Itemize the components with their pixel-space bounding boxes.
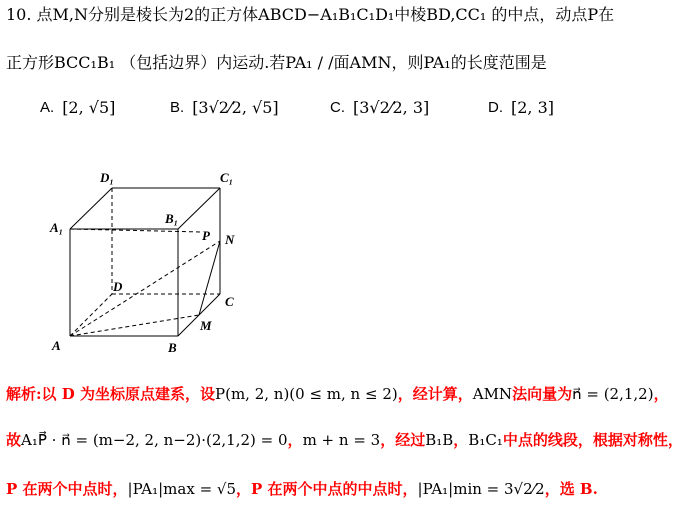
label-c: C xyxy=(225,294,234,309)
question-line-1: 10. 点M,N分别是棱长为2的正方体ABCD−A₁B₁C₁D₁中棱BD,CC₁ 的中点，动点P在 xyxy=(6,5,615,24)
solution-1-math3: n⃗ = (2,1,2) xyxy=(572,385,654,403)
solution-2-sep: ， xyxy=(453,431,469,449)
label-a1: A₁ xyxy=(50,220,64,235)
option-d-text: [2, 3] xyxy=(511,98,555,117)
solution-2-text2: ，经过 xyxy=(380,431,426,449)
solution-3-math2: |PA₁|min = 3√2⁄2 xyxy=(417,480,545,498)
option-c-text: [3√2⁄2, 3] xyxy=(353,98,430,117)
option-c-label: C. xyxy=(330,99,345,116)
solution-3-math1: |PA₁|max = √5 xyxy=(127,480,237,498)
option-a-label: A. xyxy=(40,99,55,116)
solution-1-math2: AMN xyxy=(472,385,513,403)
option-d-label: D. xyxy=(488,99,503,116)
solution-1-math1: P(m, 2, n)(0 ≤ m, n ≤ 2) xyxy=(215,385,398,403)
solution-2-math3: B₁B xyxy=(425,431,454,449)
solution-2-math1: A₁P⃗ · n⃗ = (m−2, 2, n−2)·(2,1,2) = 0 xyxy=(21,431,288,449)
solution-1-text2: 法向量为 xyxy=(512,385,573,403)
edge-b1c1 xyxy=(178,188,220,229)
option-a xyxy=(40,98,115,117)
cube-figure xyxy=(40,166,270,366)
label-b1: B₁ xyxy=(165,211,179,226)
label-m: M xyxy=(200,318,212,333)
option-d xyxy=(488,98,554,117)
solution-line-2 xyxy=(6,429,683,450)
solution-2-math2: m + n = 3 xyxy=(302,431,381,449)
label-b: B xyxy=(168,340,177,355)
solution-line-1 xyxy=(6,383,669,404)
option-a-text: [2, √5] xyxy=(62,98,116,117)
solution-3-end: ，选 B. xyxy=(544,480,598,498)
solution-2-mid: ， xyxy=(287,431,303,449)
label-p: P xyxy=(202,228,210,243)
solution-2-prefix: 故 xyxy=(6,431,22,449)
label-d1: D₁ xyxy=(100,170,114,185)
label-a: A xyxy=(52,338,61,353)
label-d: D xyxy=(113,279,123,294)
question-line-2: 正方形BCC₁B₁ （包括边界）内运动.若PA₁ / /面AMN，则PA₁的长度范围是 xyxy=(6,53,547,72)
edge-a1d1 xyxy=(70,188,112,229)
option-b xyxy=(170,98,279,117)
label-n: N xyxy=(225,232,235,247)
option-b-text: [3√2⁄2, √5] xyxy=(192,98,279,117)
label-c1: C₁ xyxy=(220,170,234,185)
solution-1-prefix: 解析:以 D 为坐标原点建系，设 xyxy=(6,385,215,403)
line-am xyxy=(70,315,199,336)
option-b-label: B. xyxy=(170,99,185,116)
solution-2-end: 中点的线段，根据对称性， xyxy=(502,431,683,449)
solution-3-mid: ，P 在两个中点的中点时， xyxy=(236,480,418,498)
option-c xyxy=(330,98,429,117)
solution-line-3 xyxy=(6,478,598,499)
solution-1-mid: ，经计算， xyxy=(397,385,473,403)
line-an xyxy=(70,241,220,336)
solution-3-prefix: P 在两个中点时， xyxy=(6,480,128,498)
solution-1-end: ， xyxy=(653,385,669,403)
solution-2-math4: B₁C₁ xyxy=(468,431,503,449)
